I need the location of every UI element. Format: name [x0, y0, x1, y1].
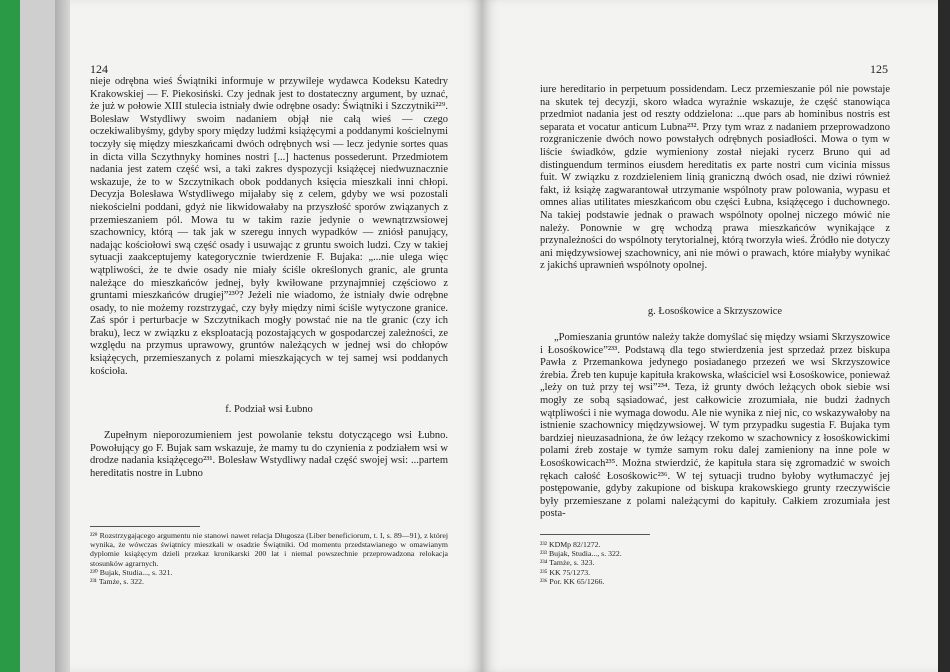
- footnotes: [90, 531, 448, 586]
- page-number: 124: [90, 62, 108, 76]
- footnote: ²³⁵ KK 75/1273.: [540, 567, 591, 577]
- footnote: ²³⁰ Bujak, Studia..., s. 321.: [90, 567, 173, 577]
- main-text: [90, 76, 448, 378]
- section-heading-block: [90, 404, 448, 417]
- footnote: ²³¹ Tamże, s. 322.: [90, 577, 144, 587]
- footnote-rule: [540, 534, 650, 535]
- section-heading: g. Łosośkowice a Skrzyszowice: [647, 306, 783, 317]
- footnote: ²²⁹ Rozstrzygającego argumentu nie stanowi nawet relacja Długosza (Liber beneficiorum, t. I, s. 89—91), z której wynika, że wówczas świątnicy mieszkali w osadzie Świątniki. Od momentu przedstawianego w omawianym dyplomie książęcym dzieli przekaz kronikarski 200 lat i niemal powszechnie przeprowadzona relokacja stosunków agrarnych.: [90, 531, 448, 568]
- footnote: ²³³ Bujak, Studia..., s. 322.: [540, 549, 622, 559]
- book-page-stack: [20, 0, 60, 672]
- footnote: ²³⁶ Por. KK 65/1266.: [540, 576, 605, 586]
- footnotes: [540, 540, 890, 586]
- main-text: [540, 84, 890, 273]
- paragraph: Zupełnym nieporozumieniem jest powolanie tekstu dotyczącego wsi Łubno. Powołujący go F. Bujak sam wskazuje, że mamy tu do czynienia z podziałem wsi w drodze nadania książęcego²³¹. Bolesław Wstydliwy nadał część swojej wsi: ...partem hereditatis nostre in Lubno: [90, 430, 448, 479]
- section-heading: f. Podział wsi Łubno: [225, 404, 313, 415]
- section-text: [90, 430, 448, 480]
- paragraph: nieje odrębna wieś Świątniki informuje w przywilejе wydawca Kodeksu Katedry Krakowskiej — F. Piekosiński. Czy jednak jest to dostateczny argument, by uznać, że już w połowie XIII stulecia istniały dwie odrębne osady: Świątniki i Szczytniki²²⁹. Bolesław Wstydliwy swoim nadaniem objął nie całą wieś — czego oczekiwalibyśmy, gdyby spory między ludźmi książęcymi a poddanymi kościelnymi toczyły się między mieszkańcami dwóch odrębnych wsi — lecz jedynie sortes quas in dicta villa Sczythnyky homines nostri [...] hactenus possederunt. Przedmiotem nadania jest zatem część wsi, a taki zakres dyspozycji książęcej niedwuznacznie wskazuje, że to w Szczytnikach obok poddanych księcia mieszkali inni chłopi. Decyzja Bolesława Wstydliwego mijałaby się z celem, gdyby we wsi pozostali niekościelni poddani, gdyż nie likwidowałaby na przyszłość sporów związanych z przemieszaniem pól. Mowa tu w takim razie jedynie o wewnątrzwsiowej szachownicy, którą — tak jak w szeregu innych wypadków — zniósł panujący, nadając kościołowi swą część osady i usuwając z gruntu swoich ludzi. Czy w takiej sytuacji zaakceptujemy kategorycznie twierdzenie F. Bujaka: „...nie ulega więc wątpliwości, że te dwie osady nie miały ściśle określonych granic, ale grunta należące do mieszkańców jednej, były kwiłowane przynajmniej częściowo z gruntami mieszkańców drugiej”²³⁰? Jeżeli nie wiadomo, że istniały dwie odrębne osady, to nie możemy rozstrzygać, czy były między nimi ściśle wytyczone granice. Zaś spór i perturbacje w Szczytnikach mogły powstać nie na tle granic (czy ich braku), lecz w związku z eksploatacją pozostających w gospodarczej zależności, ze względu na przymus uprawowy, gruntów należących w jednej wsi do chłopów książęcych, przemieszanych z polami mieszkających w tej samej wsi poddanych kościoła.: [90, 76, 448, 377]
- footnote: ²³² KDMp 82/1272.: [540, 540, 601, 549]
- paragraph: iure hereditario in perpetuum possidendam. Lecz przemieszanie pól nie powstaje na skutek tej decyzji, skoro władca wyraźnie wskazuje, że część stanowiąca przedmiot nadania jest od reszty oddzielona: ...que pars ab hominibus nostris est separata et vocatur anticum Lubna²³². Przy tym wraz z nadaniem przeprowadzono rozgraniczenie dwóch nowo powstałych odrębnych posiadłości. Mowa o tym w liście świadków, gdzie wymieniony został niejaki rycerz Bruno qui ad distinguendum terminos eiusdem hereditatis ex parte nostri cum vicinia missus fuit. W związku z rozdzieleniem linią graniczną dwóch osad, nie dziwi również fakt, iż książę zagwarantował utrzymanie wspólnoty praw polowania, wypasu et omnes alias utilitates mieszkańcom obu części Łubna, książęcego i duchownego. Na takiej podstawie jednak o prawach wspólnoty opolnej niczego mówić nie należy. Ponownie w grę wchodzą prawa mieszkańców wynikające z przynależności do wspólnoty terytorialnej, którą tworzyła wieś. Źródło nie dotyczy ani międzywsiowej szachownicy, ani nie mówi o prawach, które miałyby wynikać z jakichś uprawnień wspólnoty opolnej.: [540, 84, 890, 272]
- section-heading-block: [540, 306, 890, 319]
- page-number: 125: [870, 62, 888, 76]
- paragraph: „Pomieszania gruntów należy także domyślać się między wsiami Skrzyszowice i Łosośkowice”²³³. Podstawą dla tego stwierdzenia jest sprzedaż przez biskupa Pawła z Przemankowa jedynego posiadanego przezeń we wsi Skrzyszowice źrebia. Źreb ten kupuje kapituła krakowska, właściciel wsi Łosośkowice, ponieważ „leży on tuż przy tej wsi”²³⁴. Teza, iż grunty dwóch leżących obok siebie wsi mogły ze sobą sąsiadować, jest całkowicie zrozumiała, nie budzi żadnych wątpliwości i nie wymaga dowodu. Ale nie wynika z niej nic, co wskazywałoby na istnienie szachownicy międzywsiowej. W tym przypadku sugestia F. Bujaka tym bardziej nieuzasadniona, że ów leżący rzekomo w szachownicy z łosośkowickimi polami źreb zostaje w tymże samym roku dalej zamieniony na inne pole w Łosośkowicach²³⁵. Można stwierdzić, że kapituła stara się zgromadzić w swoich rękach całość Łosośkowic²³⁶. W tej sytuacji trudno byłoby wytłumaczyć jej postępowanie, gdyby zakupione od biskupa krakowskiego grunty rzeczywiście były przemieszane z polami należącymi do kapituły. Całkiem zrozumiała jest posta-: [540, 332, 890, 520]
- scan-background: [938, 0, 950, 672]
- section-text: [540, 332, 890, 521]
- book-edge-green: [0, 0, 20, 672]
- footnote-rule: [90, 526, 200, 527]
- left-page: [70, 0, 482, 672]
- footnote: ²³⁴ Tamże, s. 323.: [540, 558, 595, 568]
- right-page: [482, 0, 940, 672]
